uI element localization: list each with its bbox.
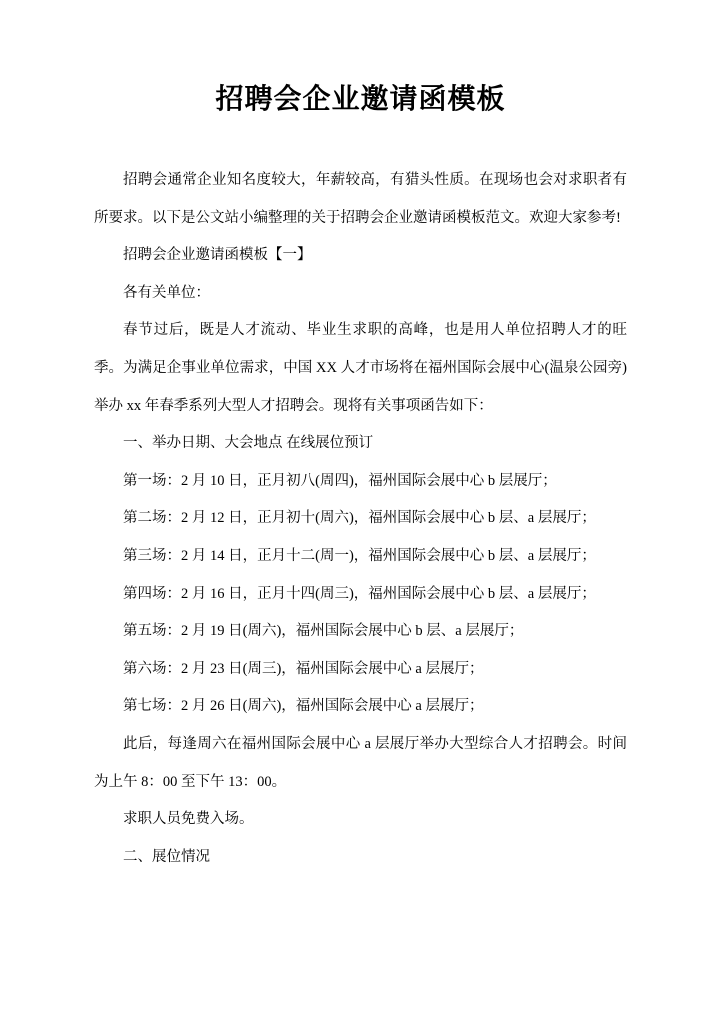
session-line-7: 第七场：2 月 26 日(周六)，福州国际会展中心 a 层展厅；: [123, 698, 484, 715]
session-line-2: 第二场：2 月 12 日，正月初十(周六)，福州国际会展中心 b 层、a 层展厅；: [123, 510, 596, 527]
session-line-5: 第五场：2 月 19 日(周六)，福州国际会展中心 b 层、a 层展厅；: [123, 623, 524, 640]
session-line-3: 第三场：2 月 14 日，正月十二(周一)，福州国际会展中心 b 层、a 层展厅；: [123, 547, 596, 564]
opening-paragraph: 春节过后，既是人才流动、毕业生求职的高峰，也是用人单位招聘人才的旺季。为满足企事业单位需求，中国 XX 人才市场将在福州国际会展中心(温泉公园旁)举办 xx 年春季系列大型人才招聘会。现将有关事项函告如下：: [94, 322, 627, 414]
session-line-1: 第一场：2 月 10 日，正月初八(周四)，福州国际会展中心 b 层展厅；: [123, 472, 557, 489]
free-entry-note: 求职人员免费入场。: [123, 811, 254, 828]
document-title: 招聘会企业邀请函模板: [215, 84, 506, 115]
salutation: 各有关单位：: [123, 284, 210, 301]
document-body: [94, 162, 627, 876]
section-1-heading: 一、举办日期、大会地点 在线展位预订: [123, 435, 374, 452]
section-2-heading: 二、展位情况: [123, 848, 210, 865]
template-section-heading: 招聘会企业邀请函模板【一】: [123, 247, 312, 264]
session-line-4: 第四场：2 月 16 日，正月十四(周三)，福州国际会展中心 b 层、a 层展厅；: [123, 585, 596, 602]
schedule-note-paragraph: 此后，每逢周六在福州国际会展中心 a 层展厅举办大型综合人才招聘会。时间为上午 8：00 至下午 13：00。: [94, 735, 627, 790]
intro-paragraph: 招聘会通常企业知名度较大，年薪较高，有猎头性质。在现场也会对求职者有所要求。以下是公文站小编整理的关于招聘会企业邀请函模板范文。欢迎大家参考!: [94, 172, 627, 226]
session-line-6: 第六场：2 月 23 日(周三)，福州国际会展中心 a 层展厅；: [123, 660, 484, 677]
